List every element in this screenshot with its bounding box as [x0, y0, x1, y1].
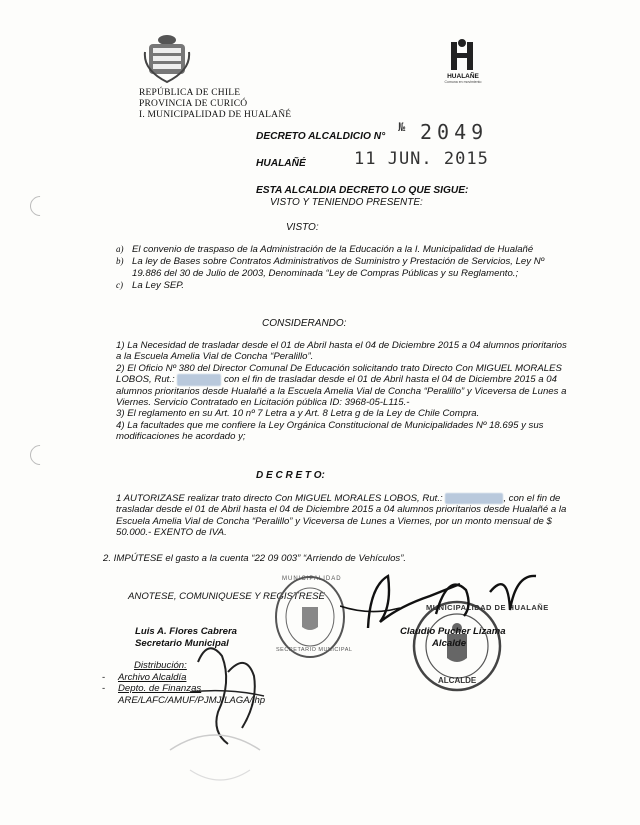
list-item — [102, 683, 201, 694]
republic-line: REPÚBLICA DE CHILE — [139, 88, 241, 98]
list-item — [116, 280, 570, 291]
visto-heading: VISTO: — [286, 222, 319, 233]
considerando-p2-start: 2) El Oficio Nº 380 del Director Comunal De Educación solicitando trato Directo Con MIGUEL MORALES LOBOS, Rut.: — [116, 362, 562, 386]
punch-hole — [26, 441, 54, 469]
decree-intro: ESTA ALCALDIA DECRETO LO QUE SIGUE: — [256, 185, 469, 196]
list-marker: b) — [116, 256, 124, 267]
visto-intro: VISTO Y TENIENDO PRESENTE: — [270, 197, 423, 208]
municipality-line: I. MUNICIPALIDAD DE HUALAÑÉ — [139, 110, 292, 120]
left-stamp-top: MUNICIPALIDAD — [282, 576, 342, 582]
list-text: Archivo Alcaldía — [118, 672, 187, 683]
logo-subtext: Comuna en movimiento — [444, 80, 482, 84]
mayor-signature-icon — [340, 566, 540, 636]
decree-number-prefix: № — [398, 120, 406, 134]
right-stamp-top: MUNICIPALIDAD DE HUALAÑE — [426, 603, 549, 612]
decree-title: DECRETO ALCALDICIO N° — [256, 131, 386, 142]
list-item — [102, 672, 201, 683]
list-bullet: - — [102, 672, 106, 683]
list-marker: c) — [116, 280, 123, 291]
considerando-section — [116, 340, 570, 443]
anotese-line: ANOTESE, COMUNIQUESE Y REGISTRESE — [128, 591, 325, 602]
mayor-title: Alcalde — [432, 638, 467, 649]
distribution-heading-text: Distribución: — [134, 660, 187, 671]
coat-of-arms-icon — [143, 32, 191, 84]
faint-stamp-icon — [160, 730, 270, 790]
hualane-logo-icon — [449, 36, 475, 72]
distribution-list — [102, 672, 201, 695]
list-marker: a) — [116, 244, 124, 254]
province-line: PROVINCIA DE CURICÓ — [139, 99, 248, 109]
list-text: La Ley SEP. — [132, 280, 185, 292]
punch-hole — [26, 192, 54, 220]
visto-list — [116, 244, 570, 292]
decreto-p2: 2. IMPÚTESE el gasto a la cuenta “22 09 003” “Arriendo de Vehículos”. — [103, 553, 407, 564]
considerando-p4: 4) La facultades que me confiere la Ley Orgánica Constitucional de Municipalidades Nº 18.695 y sus modificaciones he acordado y; — [116, 419, 544, 443]
list-item — [116, 256, 570, 279]
redacted-rut — [177, 374, 221, 385]
letterhead — [139, 88, 291, 121]
mayor-name: Claudio Pucher Lizama — [400, 626, 506, 637]
right-stamp-bottom: ALCALDE — [438, 676, 477, 685]
considerando-heading: CONSIDERANDO: — [262, 318, 347, 329]
decreto-p1-end: , con el fin de trasladar desde el 01 de Abril hasta el 04 de Diciembre 2015 a 04 alumnos prioritarios desde Hualañé a la Escuela Amelia Vial de Concha “Peralillo” y Viceversa de Lunes a Viernes, por un monto mensual de $ 50.000.- EXENTO de IVA. — [116, 493, 567, 539]
logo-text: HUALAÑE — [447, 73, 479, 80]
list-text: El convenio de traspaso de la Administración de la Educación a la I. Municipalidad de Hualañé — [132, 244, 534, 255]
distribution-heading — [134, 660, 187, 671]
list-bullet: - — [102, 683, 106, 695]
initials-line: ARE/LAFC/AMUF/PJMJ/LAGA/jhp — [118, 695, 266, 706]
redacted-rut — [445, 493, 503, 504]
decree-date: 11 JUN. 2015 — [354, 149, 489, 169]
decreto-p1-start: 1 AUTORIZASE realizar trato directo Con MIGUEL MORALES LOBOS, Rut.: — [116, 493, 443, 504]
considerando-p3: 3) El reglamento en su Art. 10 nº 7 Letra a y Art. 8 Letra g de la Ley de Chile Compra. — [116, 408, 480, 420]
considerando-p2 — [116, 363, 570, 409]
left-stamp-bottom: SECRETARIO MUNICIPAL — [276, 647, 353, 653]
list-text: La ley de Bases sobre Contratos Administrativos de Suministro y Prestación de Servicios, Ley Nº 19.886 del 30 de Julio de 2003, Denominada “Ley de Compras Públicas y su Reglamento.; — [132, 256, 545, 279]
secretary-title: Secretario Municipal — [135, 638, 229, 649]
list-text: Depto. de Finanzas — [118, 683, 202, 695]
considerando-p1: 1) La Necesidad de trasladar desde el 01 de Abril hasta el 04 de Diciembre 2015 a 04 alumnos prioritarios a la Escuela Amelia Vial de Concha “Peralillo”. — [116, 340, 567, 363]
list-item — [116, 244, 570, 255]
secretary-name: Luis A. Flores Cabrera — [135, 626, 238, 637]
considerando-p2-end: con el fin de trasladar desde el 01 de Abril hasta el 04 de Diciembre 2015 a 04 alumnos prioritarios desde Hualañé a la Escuela Amelia Vial de Concha “Peralillo” y Viceversa de Lunes a Viernes. Servicio Contratado en Licitación pública ID: 3968-05-L115.- — [116, 374, 567, 409]
decree-number: 2049 — [420, 120, 489, 144]
decreto-heading: D E C R E T O: — [256, 470, 325, 481]
decree-place: HUALAÑÉ — [256, 158, 306, 169]
decreto-p1 — [116, 493, 570, 539]
